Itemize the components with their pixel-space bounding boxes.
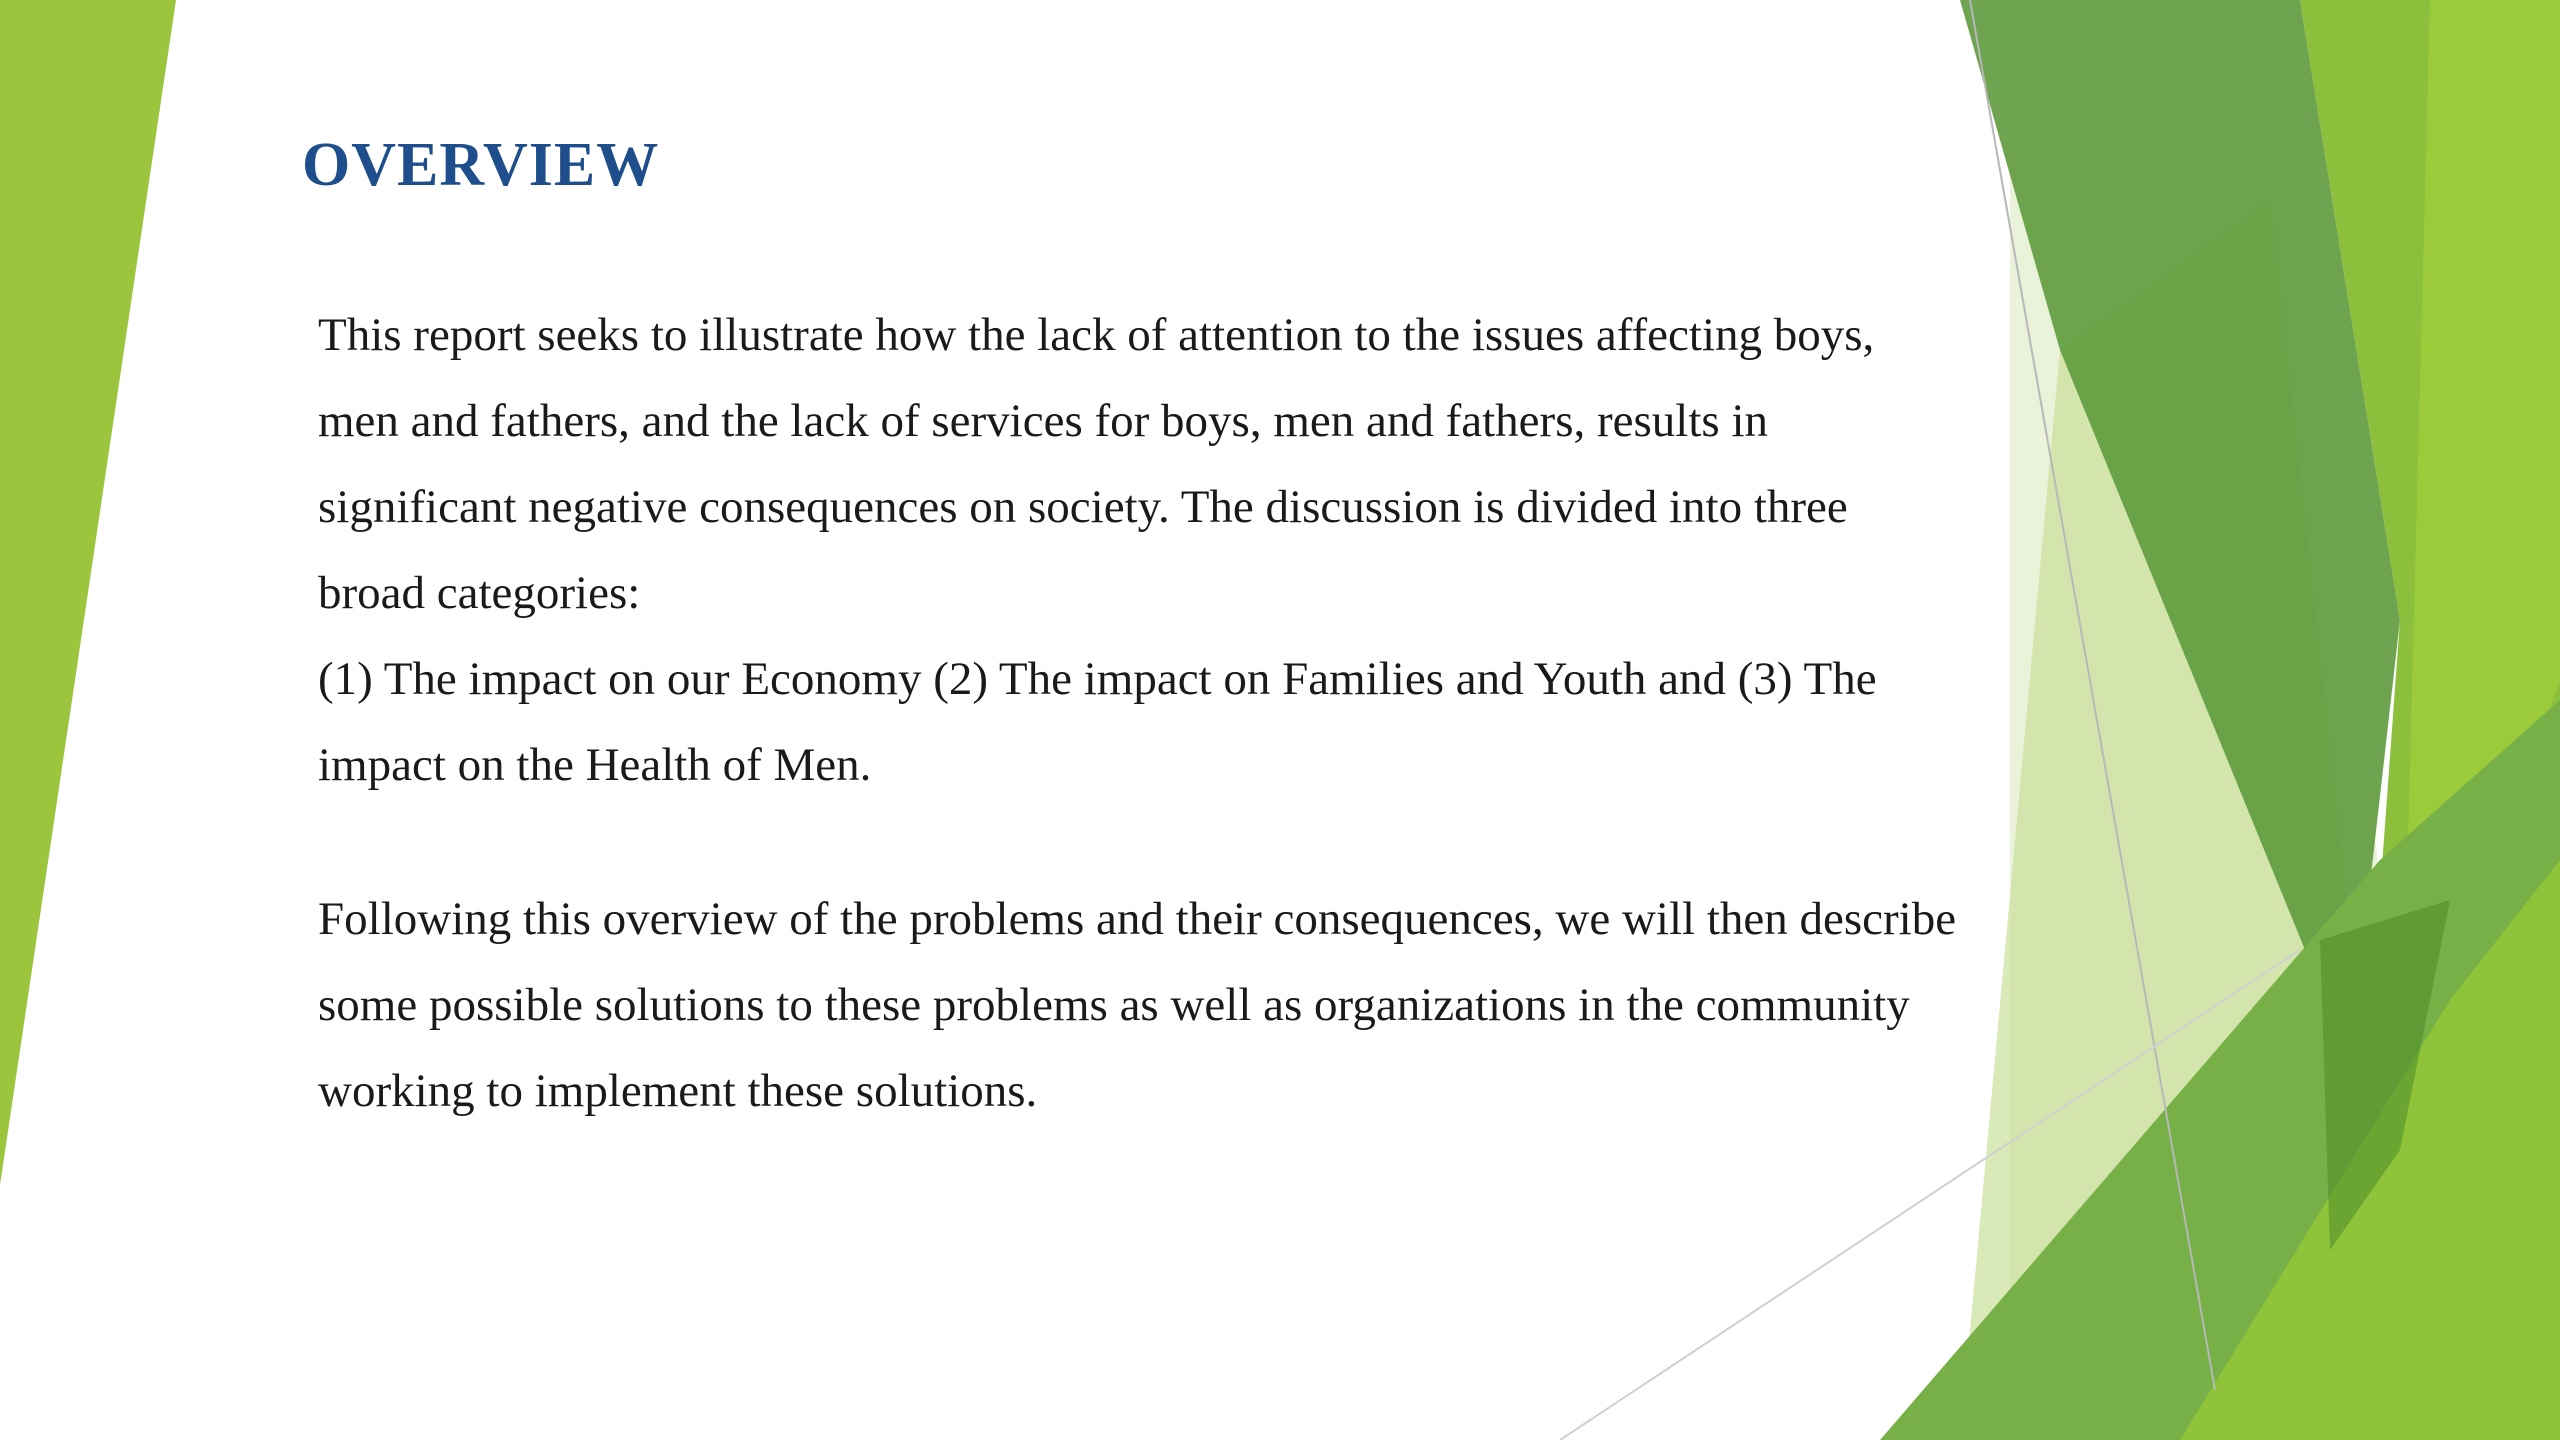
solutions-paragraph: Following this overview of the problems and their consequences, we will then describe some possible solutions to these problems as well as organizations in the community working to implement these solutions. [318, 893, 1957, 1117]
slide-body [318, 292, 1958, 1134]
overview-paragraph: This report seeks to illustrate how the lack of attention to the issues affecting boys, men and fathers, and the lack of services for boys, men and fathers, results in significant negative consequences on society. The discussion is divided into three broad categories: (1) The impact on our Economy (2) The impact on Families and Youth and (3) The impact on the Health of Men. [318, 309, 1877, 791]
left-green-shape [0, 0, 176, 1185]
page-title: OVERVIEW [302, 131, 660, 199]
